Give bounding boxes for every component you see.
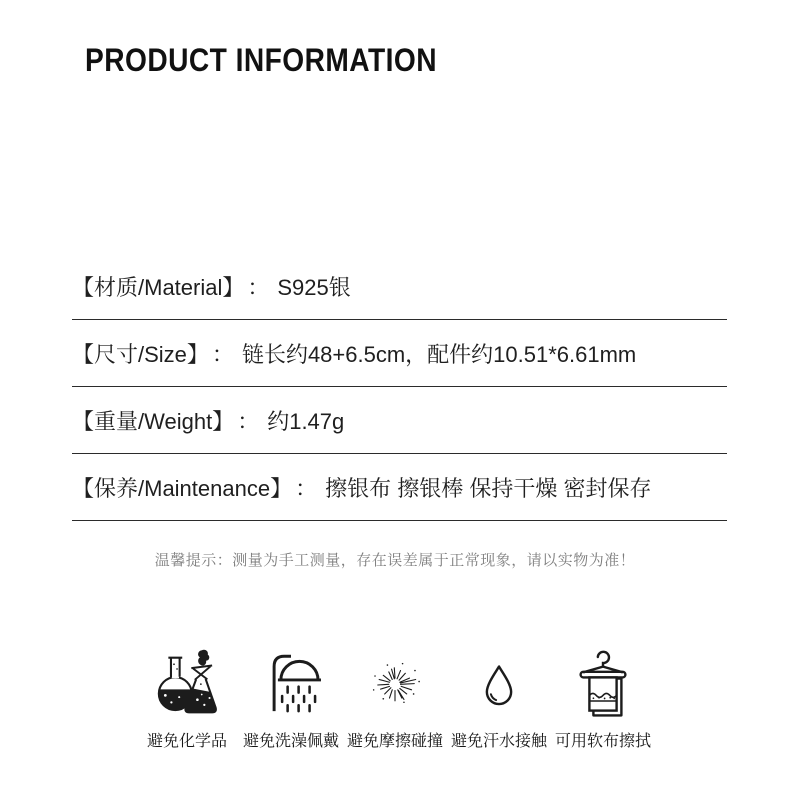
care-item-avoid-shower [241, 644, 341, 751]
spec-label: 【重量/Weight】 [72, 408, 235, 434]
spec-value: S925银 [277, 274, 351, 300]
spec-separator: ： [295, 475, 318, 501]
spec-row-size [72, 320, 727, 387]
spec-row-maintenance [72, 454, 727, 521]
flask-chemicals-icon [147, 644, 227, 726]
spec-row-weight [72, 387, 727, 454]
care-item-soft-cloth [553, 644, 653, 751]
shower-icon [253, 644, 329, 726]
spec-separator: ： [237, 408, 260, 434]
scratch-burst-icon [363, 644, 427, 726]
page-title: PRODUCT INFORMATION [85, 42, 437, 78]
spec-table [72, 253, 727, 521]
spec-value: 约1.47g [267, 408, 345, 434]
spec-separator: ： [247, 274, 270, 300]
care-item-label: 避免洗澡佩戴 [242, 733, 339, 750]
care-item-label: 可用软布擦拭 [554, 733, 651, 750]
care-instructions-row [0, 644, 790, 751]
care-item-avoid-friction [345, 644, 445, 751]
water-drop-icon [473, 644, 525, 726]
care-item-label: 避免化学品 [146, 733, 227, 750]
spec-separator: ： [211, 341, 234, 367]
spec-value: 擦银布 擦银棒 保持干燥 密封保存 [325, 475, 652, 501]
care-item-avoid-sweat [449, 644, 549, 751]
spec-label: 【尺寸/Size】 [72, 341, 209, 367]
spec-row-material [72, 253, 727, 320]
spec-value: 链长约48+6.5cm，配件约10.51*6.61mm [241, 341, 637, 367]
spec-label: 【材质/Material】 [72, 274, 245, 300]
spec-label: 【保养/Maintenance】 [72, 475, 293, 501]
towel-hanger-icon [567, 644, 639, 726]
measurement-disclaimer: 温馨提示：测量为手工测量，存在误差属于正常现象，请以实物为准！ [154, 552, 636, 569]
care-item-label: 避免摩擦碰撞 [346, 733, 443, 750]
care-item-label: 避免汗水接触 [450, 733, 547, 750]
care-item-avoid-chemicals [137, 644, 237, 751]
